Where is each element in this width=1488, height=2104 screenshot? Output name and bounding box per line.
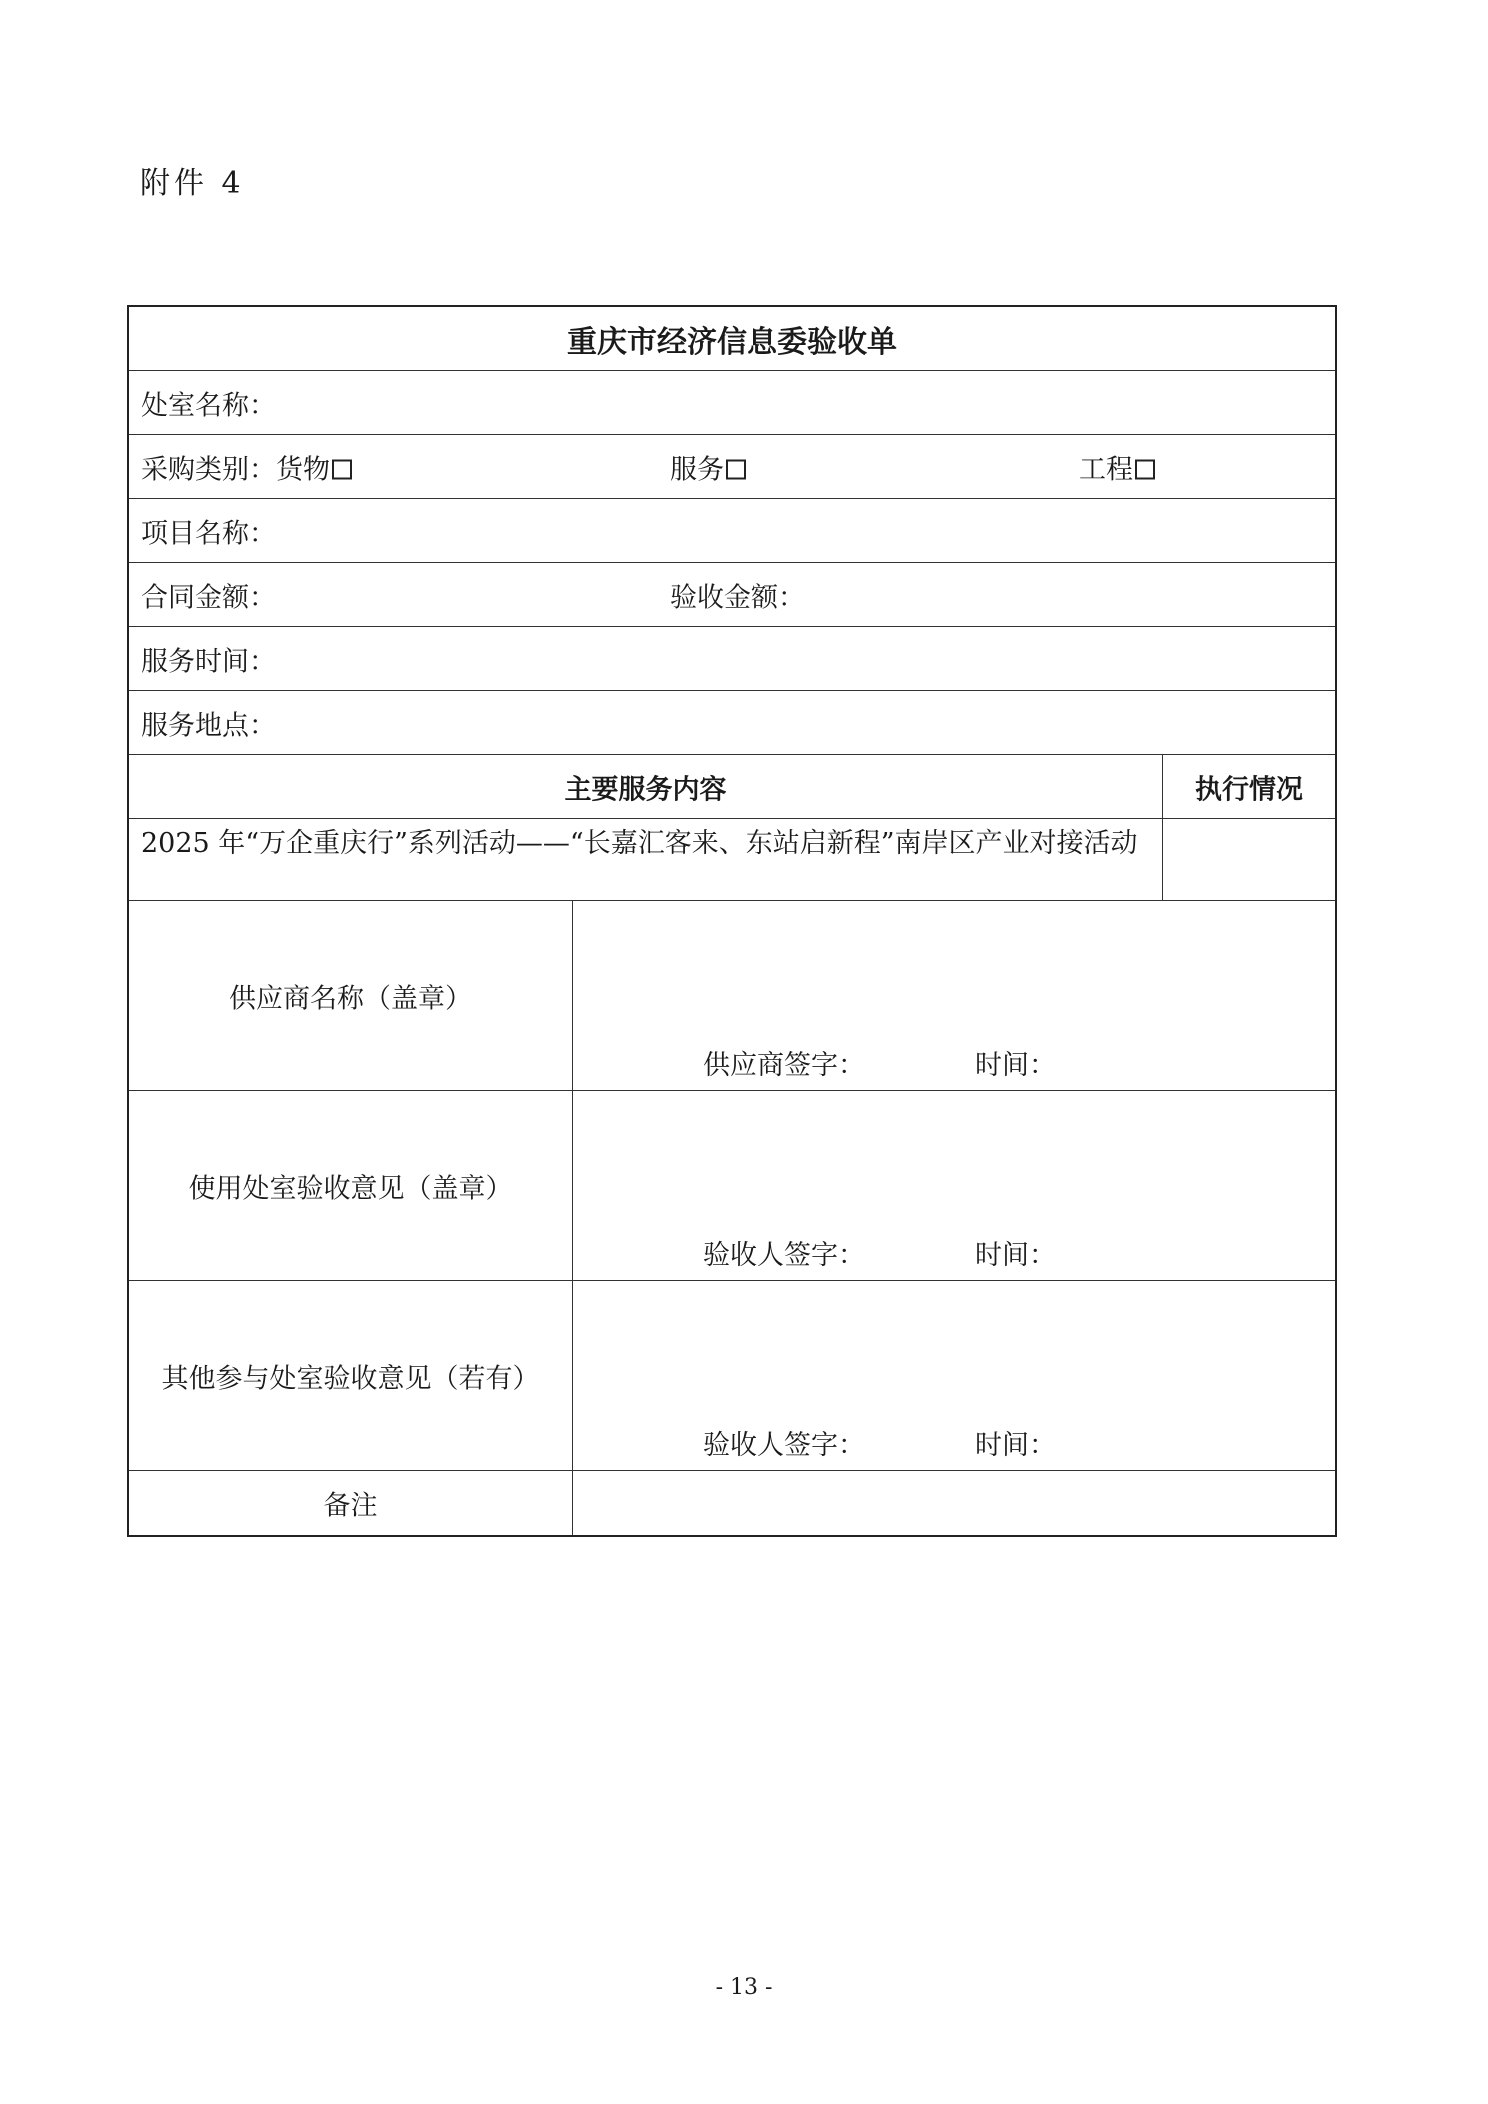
amount-row bbox=[129, 563, 1335, 627]
main-content-text: 2025 年“万企重庆行”系列活动——“长嘉汇客来、东站启新程”南岸区产业对接活动 bbox=[141, 828, 1138, 859]
office-name-row[interactable] bbox=[129, 371, 1335, 435]
other-office-acceptor-sign-label: 验收人签字： bbox=[703, 1430, 865, 1461]
supplier-sign-label: 供应商签字： bbox=[703, 1050, 865, 1081]
content-row bbox=[129, 819, 1335, 901]
service-time-label: 服务时间： bbox=[141, 646, 276, 677]
execution-header: 执行情况 bbox=[1195, 774, 1303, 805]
category-engineering-checkbox[interactable] bbox=[1135, 459, 1155, 479]
remarks-cell[interactable] bbox=[573, 1471, 1335, 1535]
category-goods-label: 货物 bbox=[276, 454, 330, 485]
user-office-time-label: 时间： bbox=[975, 1240, 1056, 1271]
execution-cell[interactable] bbox=[1163, 819, 1335, 900]
supplier-sign-area[interactable] bbox=[573, 901, 1335, 1090]
acceptance-amount-label: 验收金额： bbox=[670, 582, 805, 613]
category-row bbox=[129, 435, 1335, 499]
contract-amount-label: 合同金额： bbox=[141, 582, 276, 613]
category-service-checkbox[interactable] bbox=[726, 459, 746, 479]
service-time-row[interactable] bbox=[129, 627, 1335, 691]
category-service-label: 服务 bbox=[670, 454, 724, 485]
service-location-row[interactable] bbox=[129, 691, 1335, 755]
supplier-time-label: 时间： bbox=[975, 1050, 1056, 1081]
other-office-time-label: 时间： bbox=[975, 1430, 1056, 1461]
user-office-sign-area[interactable] bbox=[573, 1091, 1335, 1280]
form-title-row bbox=[129, 307, 1335, 371]
service-location-label: 服务地点： bbox=[141, 710, 276, 741]
attachment-label: 附件 4 bbox=[140, 166, 245, 201]
user-office-acceptor-sign-label: 验收人签字： bbox=[703, 1240, 865, 1271]
category-goods-checkbox[interactable] bbox=[332, 459, 352, 479]
remarks-label: 备注 bbox=[323, 1490, 378, 1522]
supplier-row bbox=[129, 901, 1335, 1091]
content-header-row bbox=[129, 755, 1335, 819]
remarks-row bbox=[129, 1471, 1335, 1535]
form-title: 重庆市经济信息委验收单 bbox=[567, 324, 897, 360]
category-label: 采购类别： bbox=[141, 454, 276, 485]
project-name-label: 项目名称： bbox=[141, 518, 276, 549]
page-number: - 13 - bbox=[715, 1975, 773, 2000]
other-office-label: 其他参与处室验收意见（若有） bbox=[161, 1363, 540, 1394]
acceptance-form bbox=[127, 305, 1337, 1537]
main-content-header: 主要服务内容 bbox=[564, 774, 727, 805]
office-name-label: 处室名称： bbox=[141, 390, 276, 421]
user-office-row bbox=[129, 1091, 1335, 1281]
user-office-label: 使用处室验收意见（盖章） bbox=[188, 1173, 513, 1204]
other-office-sign-area[interactable] bbox=[573, 1281, 1335, 1470]
supplier-label: 供应商名称（盖章） bbox=[229, 983, 472, 1014]
other-office-row bbox=[129, 1281, 1335, 1471]
category-engineering-label: 工程 bbox=[1079, 454, 1133, 485]
project-name-row[interactable] bbox=[129, 499, 1335, 563]
